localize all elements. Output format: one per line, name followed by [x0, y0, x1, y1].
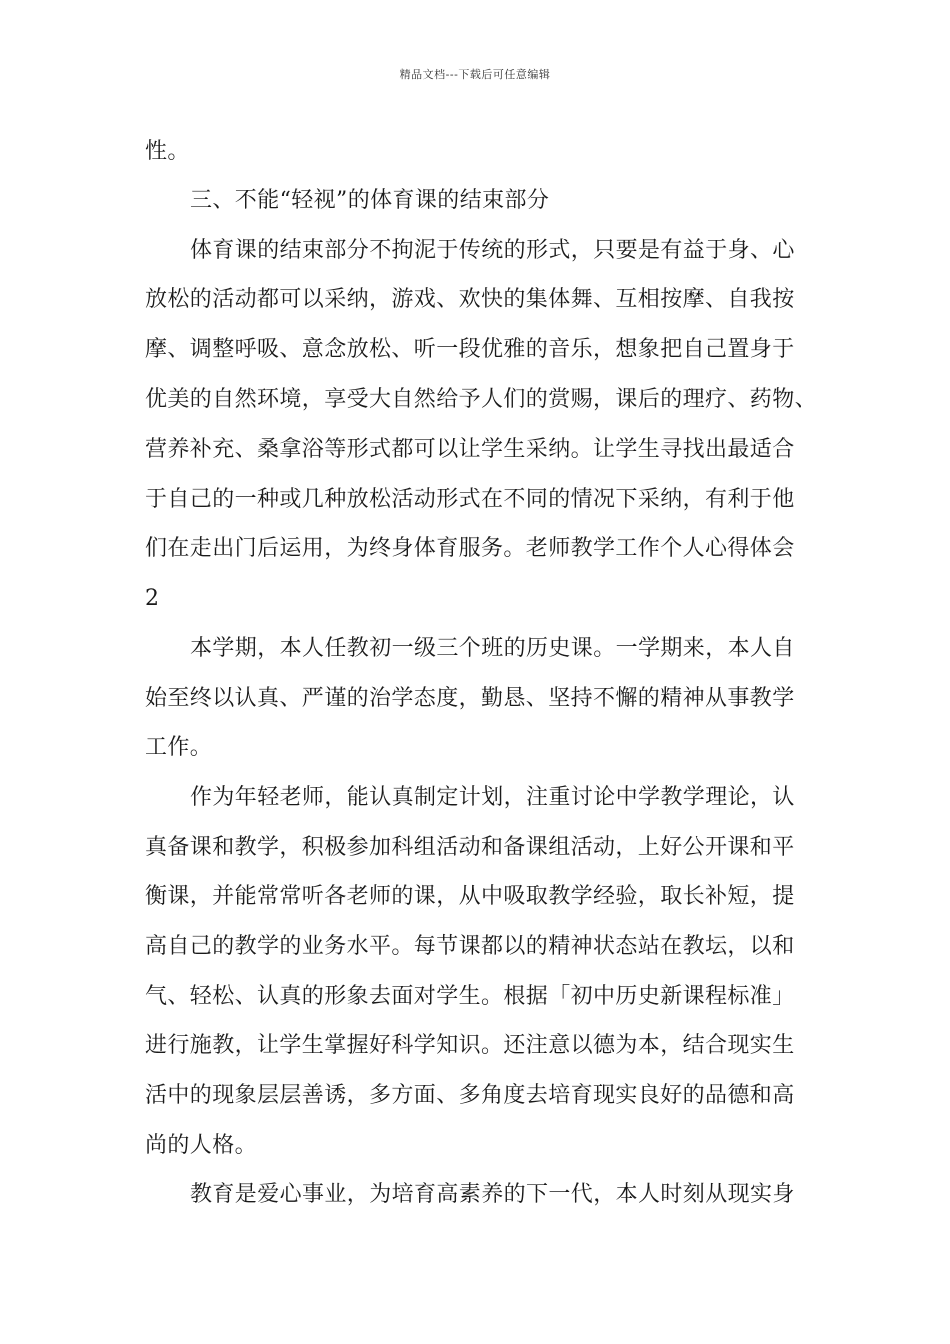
page-header: 精品文档---下载后可任意编辑: [399, 68, 551, 81]
text-line: 体育课的结束部分不拘泥于传统的形式，只要是有益于身、心: [190, 238, 795, 263]
text-line: 于自己的一种或几种放松活动形式在不同的情况下采纳，有利于他: [145, 487, 795, 512]
text-line: 优美的自然环境，享受大自然给予人们的赏赐，课后的理疗、药物、: [145, 387, 818, 412]
text-line: 始至终以认真、严谨的治学态度，勤恳、坚持不懈的精神从事教学: [145, 686, 795, 711]
text-line: 作为年轻老师，能认真制定计划，注重讨论中学教学理论，认: [190, 785, 795, 810]
text-line: 2: [145, 586, 160, 611]
text-line: 衡课，并能常常听各老师的课，从中吸取教学经验，取长补短，提: [145, 884, 795, 909]
text-line: 性。: [145, 139, 190, 164]
text-line: 摩、调整呼吸、意念放松、听一段优雅的音乐，想象把自己置身于: [145, 337, 795, 362]
section-heading: 三、不能“轻视”的体育课的结束部分: [190, 188, 550, 213]
text-line: 本学期，本人任教初一级三个班的历史课。一学期来，本人自: [190, 636, 795, 661]
text-line: 放松的活动都可以采纳，游戏、欢快的集体舞、互相按摩、自我按: [145, 287, 795, 312]
text-line: 高自己的教学的业务水平。每节课都以的精神状态站在教坛，以和: [145, 934, 795, 959]
text-line: 营养补充、桑拿浴等形式都可以让学生采纳。让学生寻找出最适合: [145, 437, 795, 462]
text-line: 教育是爱心事业，为培育高素养的下一代，本人时刻从现实身: [190, 1182, 795, 1207]
text-line: 真备课和教学，积极参加科组活动和备课组活动，上好公开课和平: [145, 835, 795, 860]
text-line: 们在走出门后运用，为终身体育服务。老师教学工作个人心得体会: [145, 536, 795, 561]
text-line: 活中的现象层层善诱，多方面、多角度去培育现实良好的品德和高: [145, 1083, 795, 1108]
text-line: 工作。: [145, 735, 213, 760]
text-line: 进行施教，让学生掌握好科学知识。还注意以德为本，结合现实生: [145, 1033, 795, 1058]
text-line: 尚的人格。: [145, 1133, 258, 1158]
text-line: 气、轻松、认真的形象去面对学生。根据「初中历史新课程标准」: [145, 984, 795, 1009]
